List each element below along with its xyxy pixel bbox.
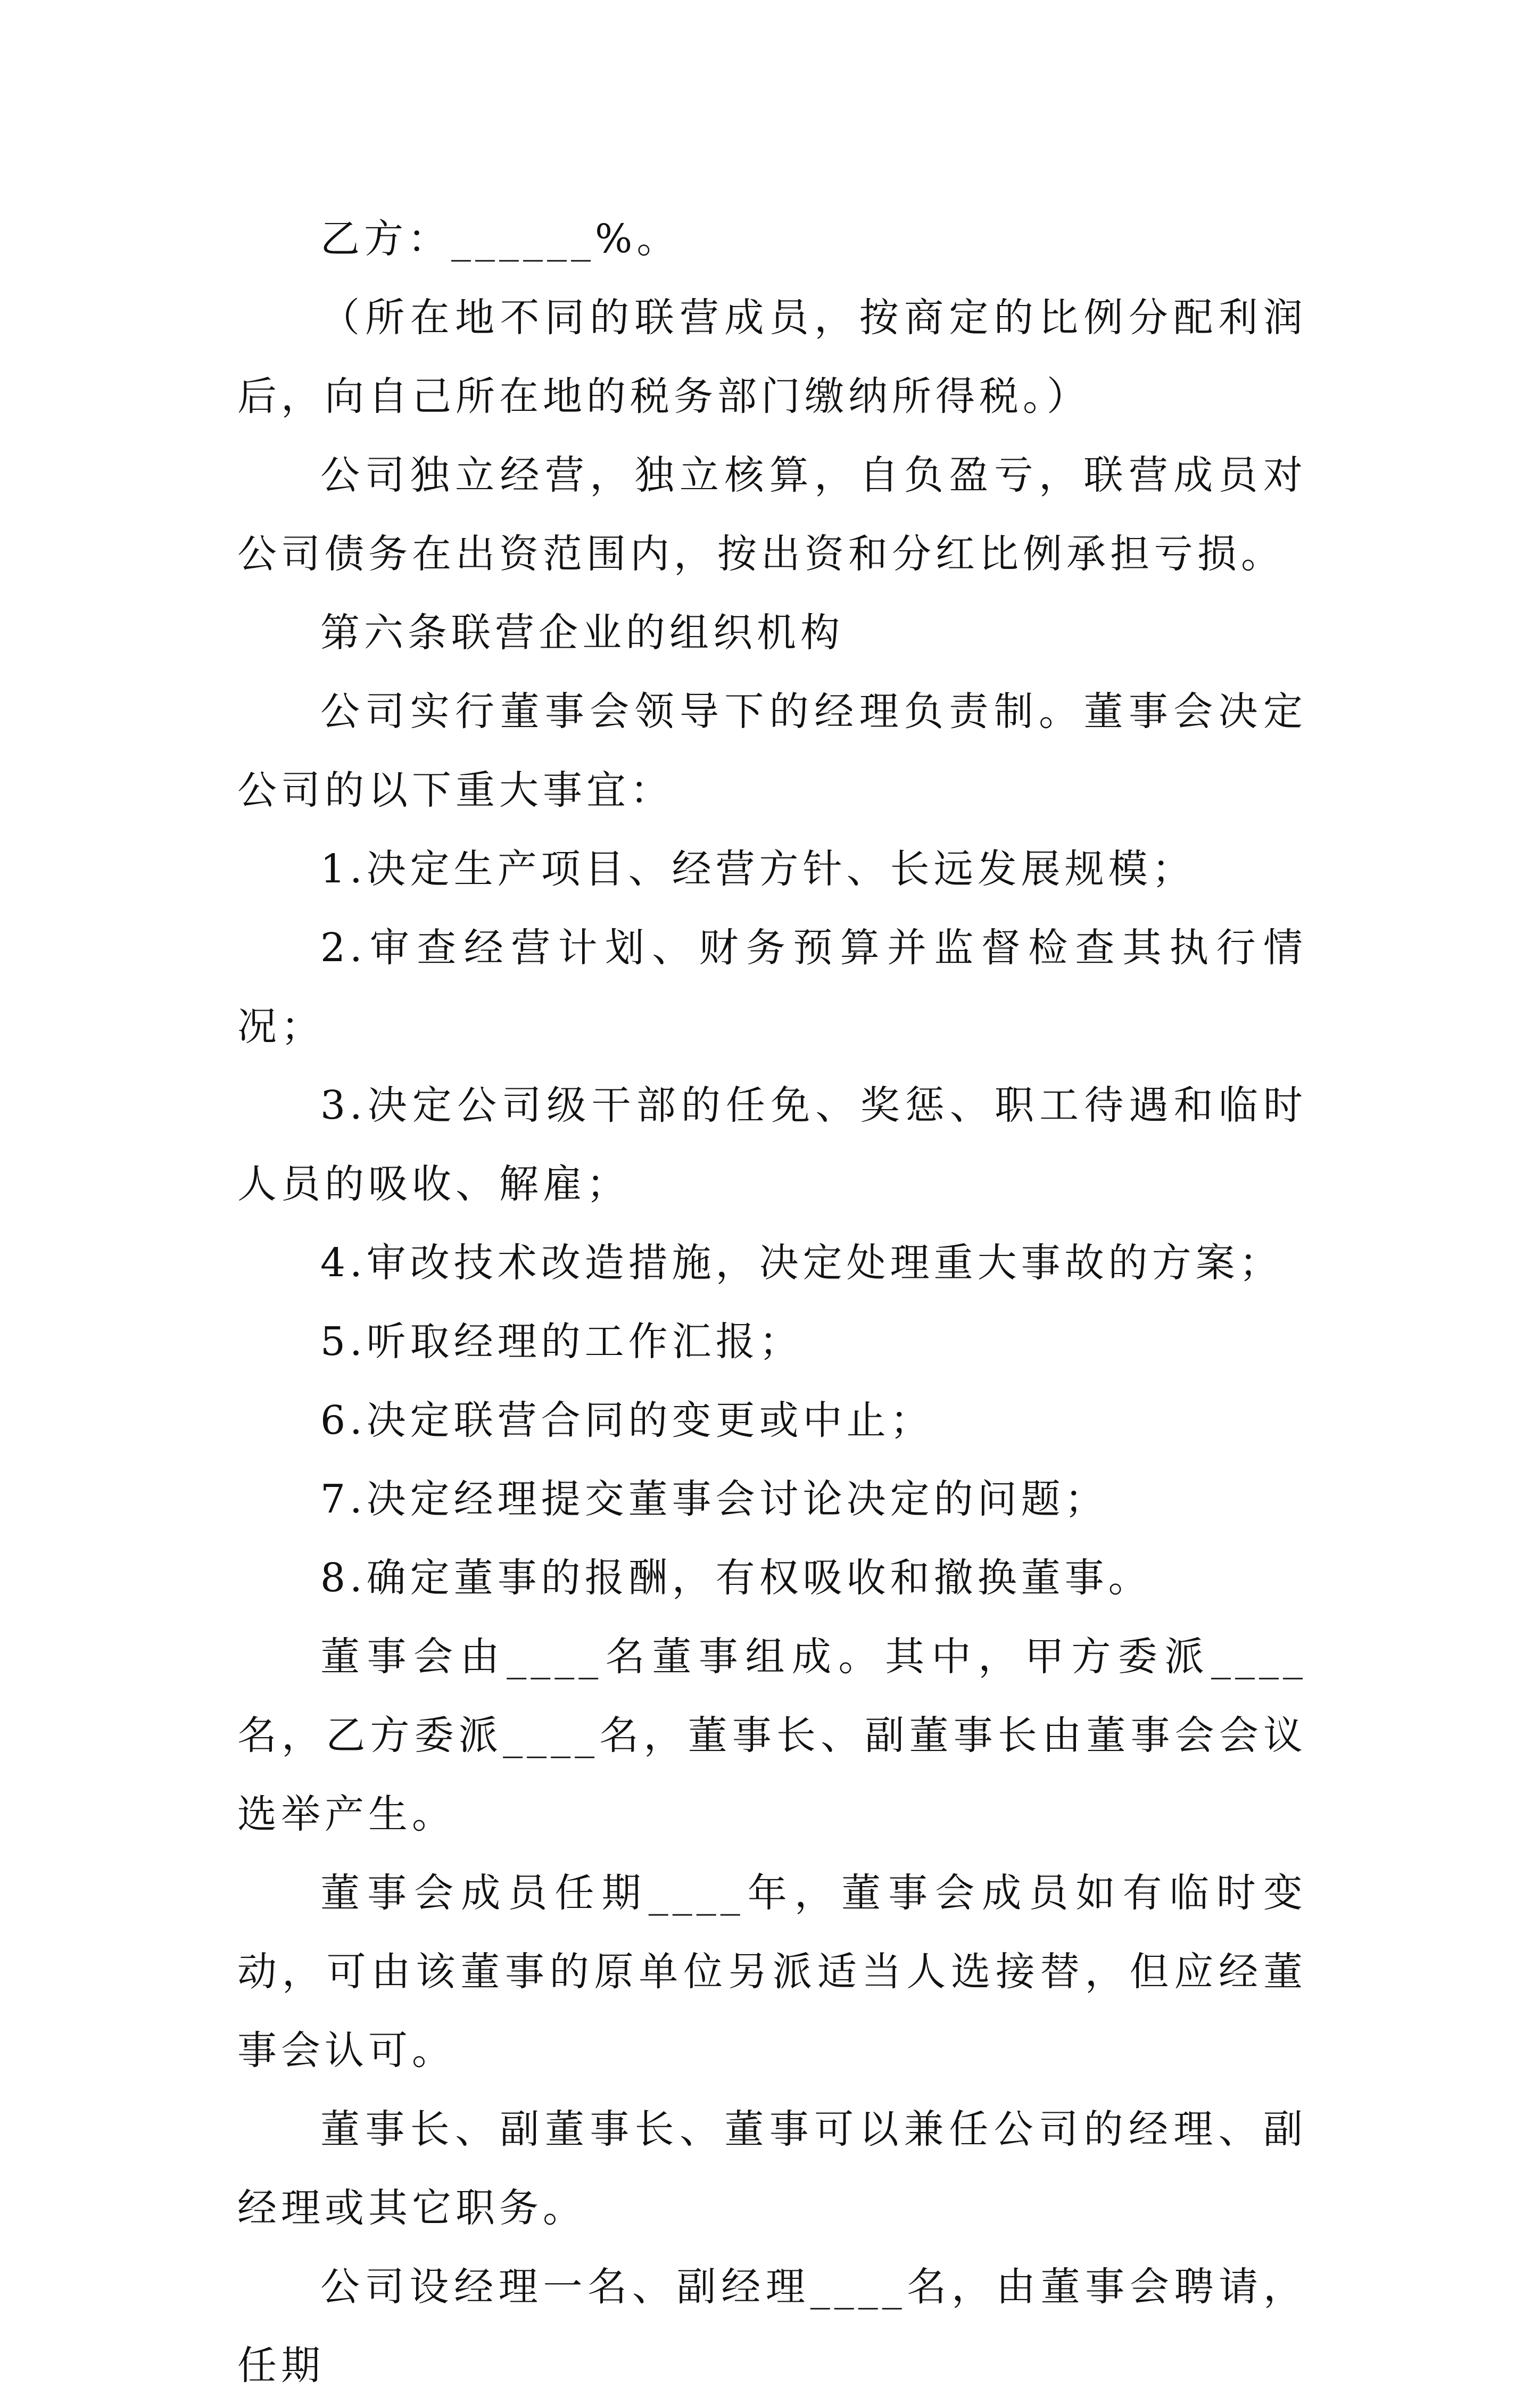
paragraph-manager-appointment: 公司设经理一名、副经理____名，由董事会聘请，任期 [237,2264,1307,2389]
paragraph-board-responsibility: 公司实行董事会领导下的经理负责制。董事会决定公司的以下重大事宜： [237,689,1307,813]
paragraph-board-composition: 董事会由____名董事组成。其中，甲方委派____名，乙方委派____名，董事长、副董事长由董事会会议选举产生。 [237,1634,1307,1837]
list-item-8: 8.确定董事的报酬，有权吸收和撤换董事。 [320,1555,1152,1601]
document-body [237,200,1307,2405]
list-item-1: 1.决定生产项目、经营方针、长远发展规模； [320,846,1196,892]
paragraph-board-term: 董事会成员任期____年，董事会成员如有临时变动，可由该董事的原单位另派适当人选接替，但应经董事会认可。 [237,1870,1307,2073]
list-item-7: 7.决定经理提交董事会讨论决定的问题； [320,1476,1108,1522]
paragraph-concurrent-positions: 董事长、副董事长、董事可以兼任公司的经理、副经理或其它职务。 [237,2106,1307,2231]
paragraph-party-b-share: 乙方：______%。 [320,216,681,262]
list-item-3: 3.决定公司级干部的任免、奖惩、职工待遇和临时人员的吸收、解雇； [237,1082,1307,1207]
list-item-6: 6.决定联营合同的变更或中止； [320,1398,934,1443]
list-item-4: 4.审改技术改造措施，决定处理重大事故的方案； [320,1240,1283,1286]
section-heading-article-6: 第六条联营企业的组织机构 [320,610,844,656]
list-item-2: 2.审查经营计划、财务预算并监督检查其执行情况； [237,925,1307,1049]
paragraph-tax-note: （所在地不同的联营成员，按商定的比例分配利润后，向自己所在地的税务部门缴纳所得税。） [237,295,1307,419]
paragraph-independent-operation: 公司独立经营，独立核算，自负盈亏，联营成员对公司债务在出资范围内，按出资和分红比例承担亏损。 [237,452,1307,577]
list-item-5: 5.听取经理的工作汇报； [320,1319,803,1365]
